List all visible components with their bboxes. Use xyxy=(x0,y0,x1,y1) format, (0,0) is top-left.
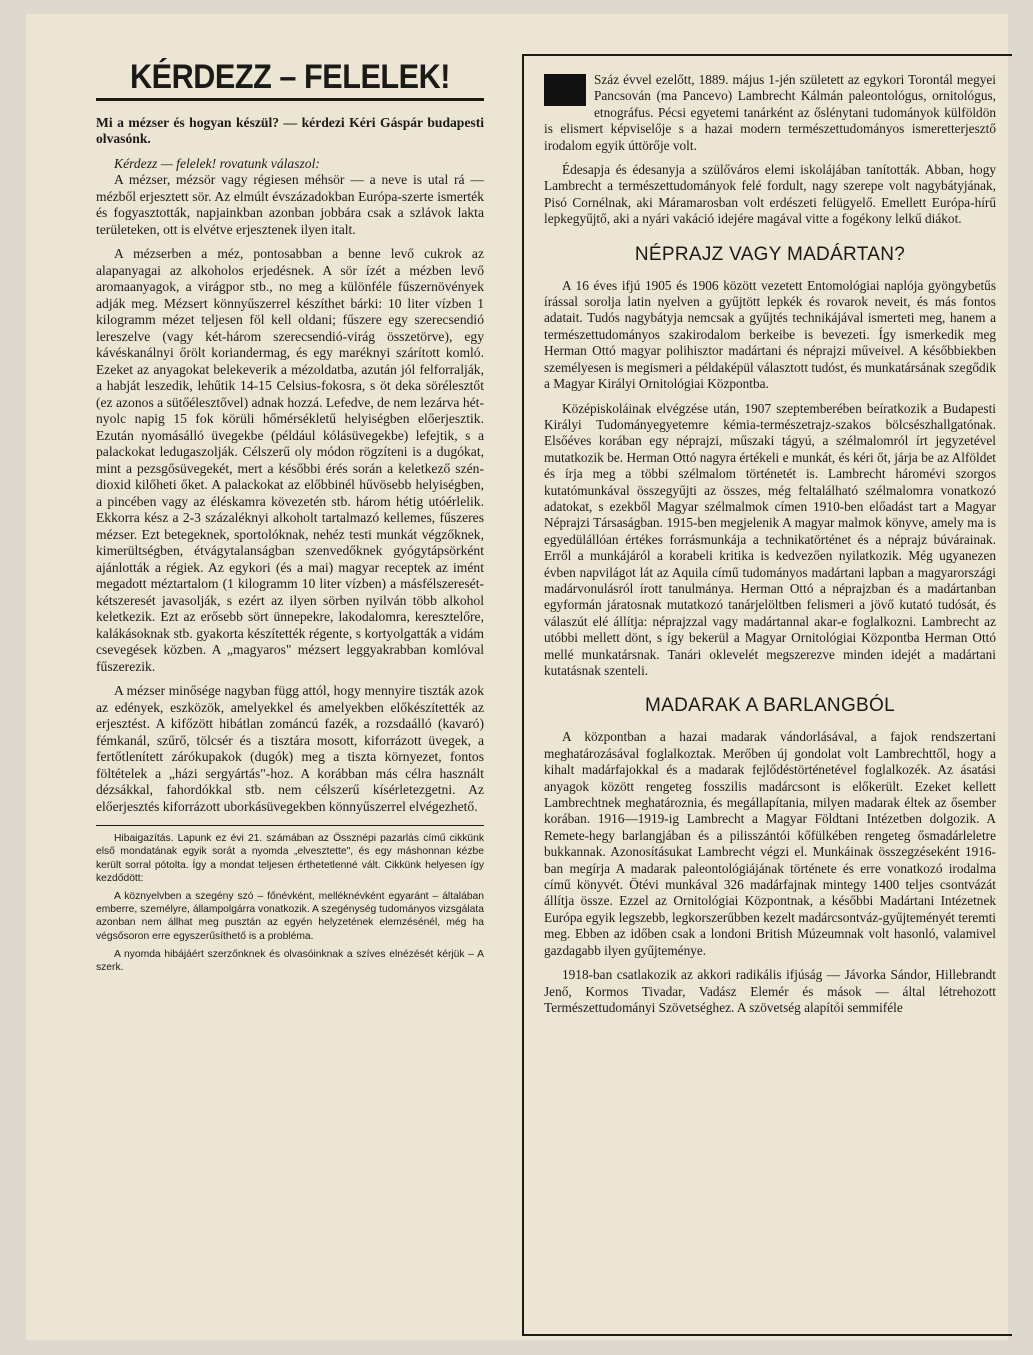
errata-rule xyxy=(96,825,484,826)
section-title-madarak: MADARAK A BARLANGBÓL xyxy=(645,695,895,717)
section-title-neprajz: NÉPRAJZ VAGY MADÁRTAN? xyxy=(634,243,906,265)
right-article xyxy=(544,72,996,1016)
answer-paragraph-2: A mézserben a méz, pontosabban a benne levő cukrok az alapanyagai az alkoholos erjedésnek. A sör ízét a mézben levő aromaanyagok, a virágpor stb., no meg a különféle fűszernövények adják meg. Mézsert könnyűszerrel készíthet bárki: 10 liter vízben 1 kilogramm mézet teljesen föl kell oldani; fűszere egy szerecsendió lereszelve (vagy két-három szerecsendió-virág összetörve), egy kávéskanálnyi őrölt koriandermag, és egy maréknyi szárított komló. Ezeket az anyagokat belekeverik a mézoldatba, azután jól felforralják, a habját leszedik, lehűtik 14-15 Celsius-fokosra, s öt deka sörélesztőt (ez azonos a sütőélesztővel) adnak hozzá. Lefedve, de nem lezárva hét-nyolc napig 15 fok körüli hőmérsékletű helyiségben előerjesztik. Ezután nyomásálló üvegekbe (például kólásüvegekbe) lefejtik, s a palackokat ledugaszolják. Célszerű oly módon rögzíteni is a dugókat, mint a pezsgősüvegekét, mert a későbbi érés során a keletkező szén-dioxid kilőheti őket. A palackokat az előbbinél hűvösebb helyiségben, a pincében vagy az éléskamra kövezetén stb. három hétig utóérlelik. Ekkorra kész a 2-3 százaléknyi alkoholt tartalmazó kellemes, fűszeres mézser. Ezt betegeknek, sportolóknak, nehéz testi munkát végzőknek, kimerültségben, étvágytalanságban szenvedőknek gyógytápsörként ajánlották a régiek. Az egykori (és a mai) magyar receptek az imént megadott méztartalom (1 kilogramm 10 liter vízben) a másfélszeresét-kétszeresét javasolják, s ezért az ilyen sörben nyilván több alkohol keletkezik. Ezt az erősebb sört ünnepekre, lakodalomra, keresztelőre, kalákásoknak stb. gyakorta készítették régente, s kortyolgatták a vidám csevegések közben. A „magyaros" mézsert leggyakrabban komlóval fűszerezik. xyxy=(96,246,484,674)
headline: KÉRDEZZ – FELELEK! xyxy=(129,58,451,96)
errata-paragraph-3: A nyomda hibájáért szerzőnknek és olvasóinknak a szíves elnézését kérjük – A szerk. xyxy=(96,948,484,974)
right-article-box xyxy=(522,54,1012,1336)
headline-rule xyxy=(96,98,484,101)
errata-paragraph-1: Hibaigazítás. Lapunk ez évi 21. számában az Össznépi pazarlás című cikkünk első mondatának egyik sorát a nyomda „elvesztette", és egy máshonnan kézbe került sorral pótolta. Így a mondat teljesen érthetetlenné vált. Cikkünk helyesen így kezdődött: xyxy=(96,833,484,884)
intro-paragraph-2: Édesapja és édesanyja a szülőváros elemi iskolájában tanították. Abban, hogy Lambrecht a természettudományok felé fordult, nagy szerepe volt nagybátyjának, Pisó Cornélnak, aki Máramarosban volt erdészeti felügyelő. Emellett Európa-hírű lepkegyűjtő, aki a nyári vakáció idejére magával vitte a fogékony lelkű diákot. xyxy=(544,162,996,227)
errata-paragraph-2: A köznyelvben a szegény szó – főnévként, melléknévként egyaránt – általában emberre, személyre, állampolgárra vonatkozik. A szegénység tudományos vizsgálata azonban nem állhat meg pusztán az egyén helyzetének elemzésénél, még ha végsősoron erre egyszerűsíthető is a probléma. xyxy=(96,891,484,942)
intro-paragraph-1: Száz évvel ezelőtt, 1889. május 1-jén született az egykori Torontál megyei Pancsován (ma Pancevo) Lambrecht Kálmán paleontológus, ornitológus, etnográfus. Pécsi egyetemi tanárként az őslénytani tudományok külföldön is elismert képviselője s a hazai modern természettudományos ismeretterjesztő irodalom egyik úttörője volt. xyxy=(544,72,996,153)
section2-paragraph-1: A központban a hazai madarak vándorlásával, a fajok rendszertani meghatározásával foglalkoztak. Merőben új gondolat volt Lambrechttől, hogy a kihalt madárfajokkal és a madarak fejlődéstörténetével foglalkozék. Az ásatási anyagok között rengeteg fosszilis madárcsont is előkerült. Ezeket kellett Lambrechtnek meghatároznia, és megállapítania, milyen madarak éltek az ősember korában. 1916—1919-ig Lambrecht a Magyar Földtani Intézetben dolgozik. A Remete-hegy barlangjában és a pilisszántói kőfülkében rengeteg ősmadárleletre bukkannak. Azonosításukat Lambrecht végzi el. Munkáinak összegzéseként 1916-ban megírja A madarak paleontológiájának története és erre vonatkozó irodalma című könyvét. Ötévi munkával 326 madárfajnak mintegy 1400 teljes csontvázát állítja össze. Ezzel az Ornitológiai Központnak, a későbbi Madártani Intézetnek Európa egyik legszebb, legkorszerűbben kezelt madárcsontváz-gyűjteményét teremti meg. Ebben az időben csak a londoni British Múzeumnak volt hasonló, valamivel gazdagabb ilyen gyűjteménye. xyxy=(544,729,996,958)
left-column xyxy=(96,60,484,974)
answer-paragraph-1: A mézser, mézsör vagy régiesen méhsör — a neve is utal rá — mézből erjesztett sör. Az elmúlt évszázadokban Európa-szerte ismerték és fogyasztották, napjainkban azonban jobbára csak a szlávok lakta területeken, ott is elvétve erjesztenek ilyen italt. xyxy=(96,172,484,237)
errata-box xyxy=(96,832,484,974)
answer-paragraph-3: A mézser minősége nagyban függ attól, hogy mennyire tiszták azok az edények, eszközök, amelyekkel és amelyekben előkészítették az erjesztést. A kifőzött hibátlan zománcú fazék, a rozsdaálló (kavaró) fémkanál, szűrő, tölcsér és a tisztára mosott, kiforrázott üvegek, a fertőtlenített zárókupakok (dugók) meg a tiszta környezet, fontos föltételek a „házi sergyártás"-hoz. A korábban más célra használt dézsákkal, fahordókkal stb. nem célszerű kísérletezgetni. Az előerjesztés kiforrázott uborkásüvegekben könnyűszerrel elvégezhető. xyxy=(96,683,484,814)
black-block-marker xyxy=(544,74,586,106)
section2-paragraph-2: 1918-ban csatlakozik az akkori radikális ifjúság — Jávorka Sándor, Hillebrandt Jenő, Kormos Tivadar, Vadász Elemér és mások — által létrehozott Természettudományi Szövetséghez. A szövetség alapítói semmiféle xyxy=(544,967,996,1015)
section1-paragraph-1: A 16 éves ifjú 1905 és 1906 között vezetett Entomológiai naplója gyöngybetűs írással sorolja latin nyelven a gyűjtött lepkék és rovarok neveit, és más fontos adatait. Tudós nagybátyja nemcsak a gyűjtés technikájával ismerteti meg, hanem a természettudományos szakirodalom berkeibe is bevezeti. Így ismerkedik meg Herman Ottó magyar polihisztor madártani és néprajzi műveivel. A későbbiekben személyesen is megismeri a példaképül választott tudóst, és munkatársának szegődik a Magyar Királyi Ornitológiai Központba. xyxy=(544,277,996,392)
section1-paragraph-2: Középiskoláinak elvégzése után, 1907 szeptemberében beíratkozik a Budapesti Királyi Tudományegyetemre kémia-természetrajz-szakos bölcsészhallgatónak. Elsőéves korában egy néprajzi, műszaki tágyú, a szélmalomról írt jegyzetével mutatkozik be. Herman Ottó nagyra értékeli e munkát, és kéri őt, járja be az Alföldet és írja meg a többi szélmalom történetét is. Lambrecht háromévi szorgos kutatómunkával összegyűjti az összes, még feltalálható szélmalomra vonatkozó adatokat, s ezekből Magyar szélmalmok címen 1910-ben előadást tart a Magyar Néprajzi Társaságban. 1915-ben megjelenik A magyar malmok könyve, amely ma is egyedülállóan értékes forrásmunkája a technikatörténet és a néprajz búvárainak. Erről a munkájáról a korabeli kritika is kedvezően nyilatkozik. Még ugyanezen évben napvilágot lát az Aquila című tudományos madártani lapban a magyarországi madárvonulásról írott tanulmánya. Herman Ottó a néprajzban és a madártanban egyformán járatosnak mutatkozó tanárjelöltben felismeri a jövő kutató tudósát, és válaszút elé állítja: néprajzzal vagy madártannal akar-e foglalkozni. Lambrecht az utóbbi mellett dönt, s így bekerül a Magyar Ornitológiai Központba Herman Ottó mellé munkatársnak. Tanári oklevelét megszerezve minden idejét a madártani kutatásnak szenteli. xyxy=(544,400,996,678)
column-intro: Kérdezz — felelek! rovatunk válaszol: xyxy=(114,155,320,171)
reader-question: Mi a mézser és hogyan készül? — kérdezi Kéri Gáspár budapesti olvasónk. xyxy=(96,114,484,147)
